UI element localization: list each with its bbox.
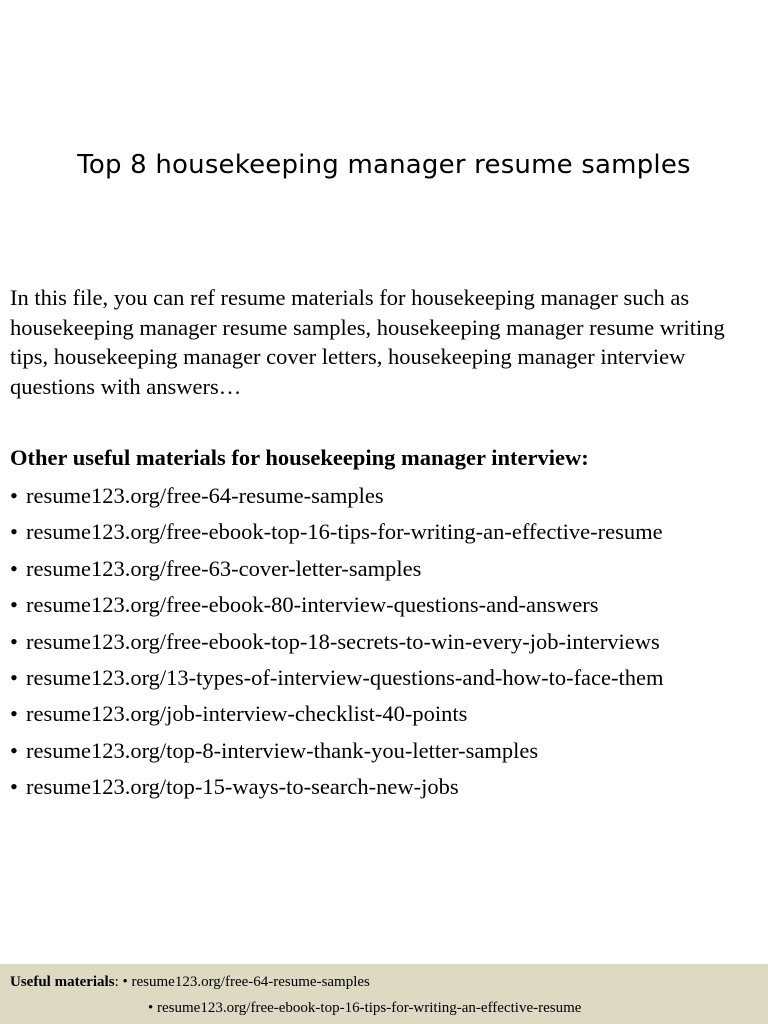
- bullet: •: [10, 592, 18, 618]
- footer-label: Useful materials: [10, 974, 115, 990]
- bullet: •: [10, 701, 18, 727]
- materials-heading: Other useful materials for housekeeping manager interview:: [10, 445, 589, 470]
- material-link[interactable]: resume123.org/free-63-cover-letter-samples: [26, 555, 422, 581]
- material-link[interactable]: resume123.org/free-64-resume-samples: [26, 483, 384, 508]
- materials-link-list: [10, 478, 664, 806]
- material-link[interactable]: resume123.org/top-15-ways-to-search-new-jobs: [26, 774, 459, 800]
- material-link[interactable]: resume123.org/13-types-of-interview-questions-and-how-to-face-them: [26, 664, 664, 690]
- material-link[interactable]: resume123.org/job-interview-checklist-40-points: [26, 701, 468, 727]
- bullet: •: [10, 664, 18, 690]
- footer-separator: :: [114, 974, 119, 990]
- list-item: [10, 733, 664, 769]
- list-item: [10, 551, 664, 587]
- page-title: Top 8 housekeeping manager resume samples: [77, 150, 691, 180]
- list-item: [10, 587, 664, 623]
- footer-bullet: •: [148, 1000, 154, 1016]
- footer-bar: [0, 964, 768, 1024]
- intro-paragraph: In this file, you can ref resume materials for housekeeping manager such as housekeeping manager resume samples, housekeeping manager resume writing tips, housekeeping manager cover letters, housekeeping manager interview questions with answers…: [10, 285, 725, 399]
- bullet: •: [10, 555, 18, 581]
- footer-link[interactable]: resume123.org/free-ebook-top-16-tips-for-writing-an-effective-resume: [157, 1000, 582, 1016]
- list-item: [10, 696, 664, 732]
- material-link[interactable]: resume123.org/free-ebook-80-interview-questions-and-answers: [26, 592, 599, 618]
- bullet: •: [10, 519, 18, 545]
- bullet: •: [10, 774, 18, 800]
- footer-link[interactable]: resume123.org/free-64-resume-samples: [131, 974, 370, 990]
- material-link[interactable]: resume123.org/free-ebook-top-16-tips-for-writing-an-effective-resume: [26, 519, 663, 545]
- footer-bullet: •: [122, 974, 128, 990]
- list-item: [10, 514, 664, 550]
- list-item: [10, 478, 664, 514]
- footer-row: [148, 998, 581, 1018]
- list-item: [10, 769, 664, 805]
- material-link[interactable]: resume123.org/free-ebook-top-18-secrets-to-win-every-job-interviews: [26, 628, 660, 654]
- bullet: •: [10, 628, 18, 654]
- material-link[interactable]: resume123.org/top-8-interview-thank-you-letter-samples: [26, 737, 539, 763]
- footer-row: [10, 972, 370, 992]
- bullet: •: [10, 483, 18, 508]
- list-item: [10, 660, 664, 696]
- bullet: •: [10, 737, 18, 763]
- list-item: [10, 624, 664, 660]
